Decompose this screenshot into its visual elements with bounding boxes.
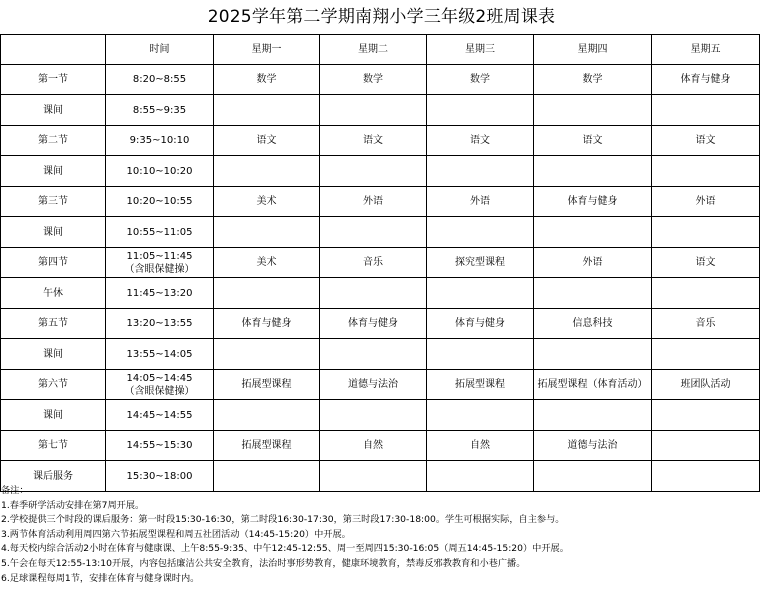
- period-time: 10:10~10:20: [106, 156, 214, 187]
- subject-cell: 数学: [427, 65, 534, 95]
- period-label: 课间: [1, 339, 106, 370]
- schedule-row: [1, 156, 760, 187]
- period-time: [106, 248, 214, 278]
- note-item: 5.午会在每天12:55-13:10开展，内容包括廉洁公共安全教育，法治时事形势教育，健康环境教育，禁毒反邪教教育和小巷广播。: [1, 557, 526, 569]
- schedule-row: [1, 400, 760, 431]
- subject-cell: 美术: [214, 187, 320, 217]
- notes-section: [0, 484, 760, 586]
- subject-cell: 语文: [534, 126, 652, 156]
- schedule-row: [1, 95, 760, 126]
- subject-cell: 班团队活动: [652, 370, 760, 400]
- period-label: 课间: [1, 217, 106, 248]
- subject-cell: [652, 400, 760, 431]
- subject-cell: [320, 95, 427, 126]
- schedule-row: [1, 187, 760, 217]
- subject-cell: [652, 278, 760, 309]
- period-time: 10:20~10:55: [106, 187, 214, 217]
- period-time: 8:55~9:35: [106, 95, 214, 126]
- period-label: 课后服务: [1, 461, 106, 492]
- period-label: 第四节: [1, 248, 106, 278]
- subject-cell: 外语: [534, 248, 652, 278]
- period-time: 11:45~13:20: [106, 278, 214, 309]
- subject-cell: 音乐: [652, 309, 760, 339]
- subject-cell: 语文: [427, 126, 534, 156]
- subject-cell: [534, 217, 652, 248]
- period-label: 第六节: [1, 370, 106, 400]
- time-header: 时间: [106, 35, 214, 65]
- corner-cell: [1, 35, 106, 65]
- subject-cell: [214, 156, 320, 187]
- period-label: 第二节: [1, 126, 106, 156]
- subject-cell: [427, 156, 534, 187]
- subject-cell: [534, 339, 652, 370]
- subject-cell: [214, 400, 320, 431]
- subject-cell: 音乐: [320, 248, 427, 278]
- period-label: 课间: [1, 400, 106, 431]
- subject-cell: [320, 217, 427, 248]
- subject-cell: 体育与健身: [214, 309, 320, 339]
- subject-cell: 语文: [652, 126, 760, 156]
- subject-cell: 拓展型课程（体育活动）: [534, 370, 652, 400]
- subject-cell: [427, 95, 534, 126]
- subject-cell: [214, 217, 320, 248]
- note-item: 4.每天校内综合活动2小时在体育与健康课、上午8:55-9:35、中午12:45-12:55、周一至周四15:30-16:05（周五14:45-15:20）中开展。: [1, 543, 569, 555]
- schedule-row: [1, 339, 760, 370]
- notes-heading: 备注：: [1, 485, 29, 496]
- subject-cell: 体育与健身: [534, 187, 652, 217]
- schedule-row: [1, 278, 760, 309]
- period-label: 第七节: [1, 431, 106, 461]
- subject-cell: [427, 278, 534, 309]
- subject-cell: [534, 95, 652, 126]
- subject-cell: 道德与法治: [534, 431, 652, 461]
- period-time: 13:55~14:05: [106, 339, 214, 370]
- subject-cell: 美术: [214, 248, 320, 278]
- period-time: [106, 370, 214, 400]
- period-time: 15:30~18:00: [106, 461, 214, 492]
- subject-cell: 语文: [214, 126, 320, 156]
- subject-cell: [214, 95, 320, 126]
- period-label: 第三节: [1, 187, 106, 217]
- subject-cell: 拓展型课程: [427, 370, 534, 400]
- header-row: [1, 35, 760, 65]
- time-note: （含眼保健操）: [124, 385, 195, 397]
- period-time: 14:55~15:30: [106, 431, 214, 461]
- day-header: 星期五: [652, 35, 760, 65]
- day-header: 星期二: [320, 35, 427, 65]
- period-label: 午休: [1, 278, 106, 309]
- note-item: 6.足球课程每周1节，安排在体育与健身课时内。: [1, 572, 200, 584]
- subject-cell: 道德与法治: [320, 370, 427, 400]
- note-item: 3.两节体育活动利用周四第六节拓展型课程和周五社团活动（14:45-15:20）中开展。: [1, 528, 351, 540]
- subject-cell: 语文: [652, 248, 760, 278]
- period-label: 课间: [1, 95, 106, 126]
- subject-cell: [652, 95, 760, 126]
- schedule-row: [1, 217, 760, 248]
- period-time: 9:35~10:10: [106, 126, 214, 156]
- day-header: 星期四: [534, 35, 652, 65]
- subject-cell: [652, 431, 760, 461]
- subject-cell: [320, 278, 427, 309]
- subject-cell: [320, 339, 427, 370]
- schedule-row: [1, 248, 760, 278]
- subject-cell: 自然: [427, 431, 534, 461]
- subject-cell: [534, 400, 652, 431]
- subject-cell: [427, 217, 534, 248]
- subject-cell: 语文: [320, 126, 427, 156]
- note-item: 2.学校提供三个时段的课后服务：第一时段15:30-16:30，第二时段16:30-17:30，第三时段17:30-18:00。学生可根据实际，自主参与。: [1, 514, 565, 526]
- period-time: 13:20~13:55: [106, 309, 214, 339]
- subject-cell: 数学: [214, 65, 320, 95]
- subject-cell: [427, 400, 534, 431]
- subject-cell: 数学: [320, 65, 427, 95]
- subject-cell: [534, 278, 652, 309]
- period-time: 14:45~14:55: [106, 400, 214, 431]
- subject-cell: 数学: [534, 65, 652, 95]
- day-header: 星期一: [214, 35, 320, 65]
- subject-cell: 拓展型课程: [214, 431, 320, 461]
- schedule-row: [1, 431, 760, 461]
- period-label: 第一节: [1, 65, 106, 95]
- subject-cell: 自然: [320, 431, 427, 461]
- note-item: 1.春季研学活动安排在第7周开展。: [1, 499, 145, 511]
- schedule-table: [0, 34, 760, 492]
- subject-cell: [320, 156, 427, 187]
- subject-cell: 拓展型课程: [214, 370, 320, 400]
- subject-cell: [427, 339, 534, 370]
- subject-cell: [652, 217, 760, 248]
- period-time: 10:55~11:05: [106, 217, 214, 248]
- day-header: 星期三: [427, 35, 534, 65]
- schedule-row: [1, 126, 760, 156]
- subject-cell: 外语: [652, 187, 760, 217]
- time-range: 11:05~11:45: [126, 250, 193, 262]
- subject-cell: [214, 278, 320, 309]
- subject-cell: 外语: [320, 187, 427, 217]
- subject-cell: [652, 339, 760, 370]
- subject-cell: 体育与健身: [652, 65, 760, 95]
- subject-cell: [214, 339, 320, 370]
- time-range: 14:05~14:45: [126, 372, 193, 384]
- time-note: （含眼保健操）: [124, 263, 195, 275]
- subject-cell: [534, 156, 652, 187]
- subject-cell: 探究型课程: [427, 248, 534, 278]
- subject-cell: 体育与健身: [427, 309, 534, 339]
- page-title: 2025学年第二学期南翔小学三年级2班周课表: [207, 7, 556, 27]
- period-label: 第五节: [1, 309, 106, 339]
- subject-cell: 体育与健身: [320, 309, 427, 339]
- period-label: 课间: [1, 156, 106, 187]
- subject-cell: 外语: [427, 187, 534, 217]
- schedule-row: [1, 370, 760, 400]
- subject-cell: 信息科技: [534, 309, 652, 339]
- period-time: 8:20~8:55: [106, 65, 214, 95]
- subject-cell: [320, 400, 427, 431]
- schedule-row: [1, 65, 760, 95]
- schedule-row: [1, 309, 760, 339]
- subject-cell: [652, 156, 760, 187]
